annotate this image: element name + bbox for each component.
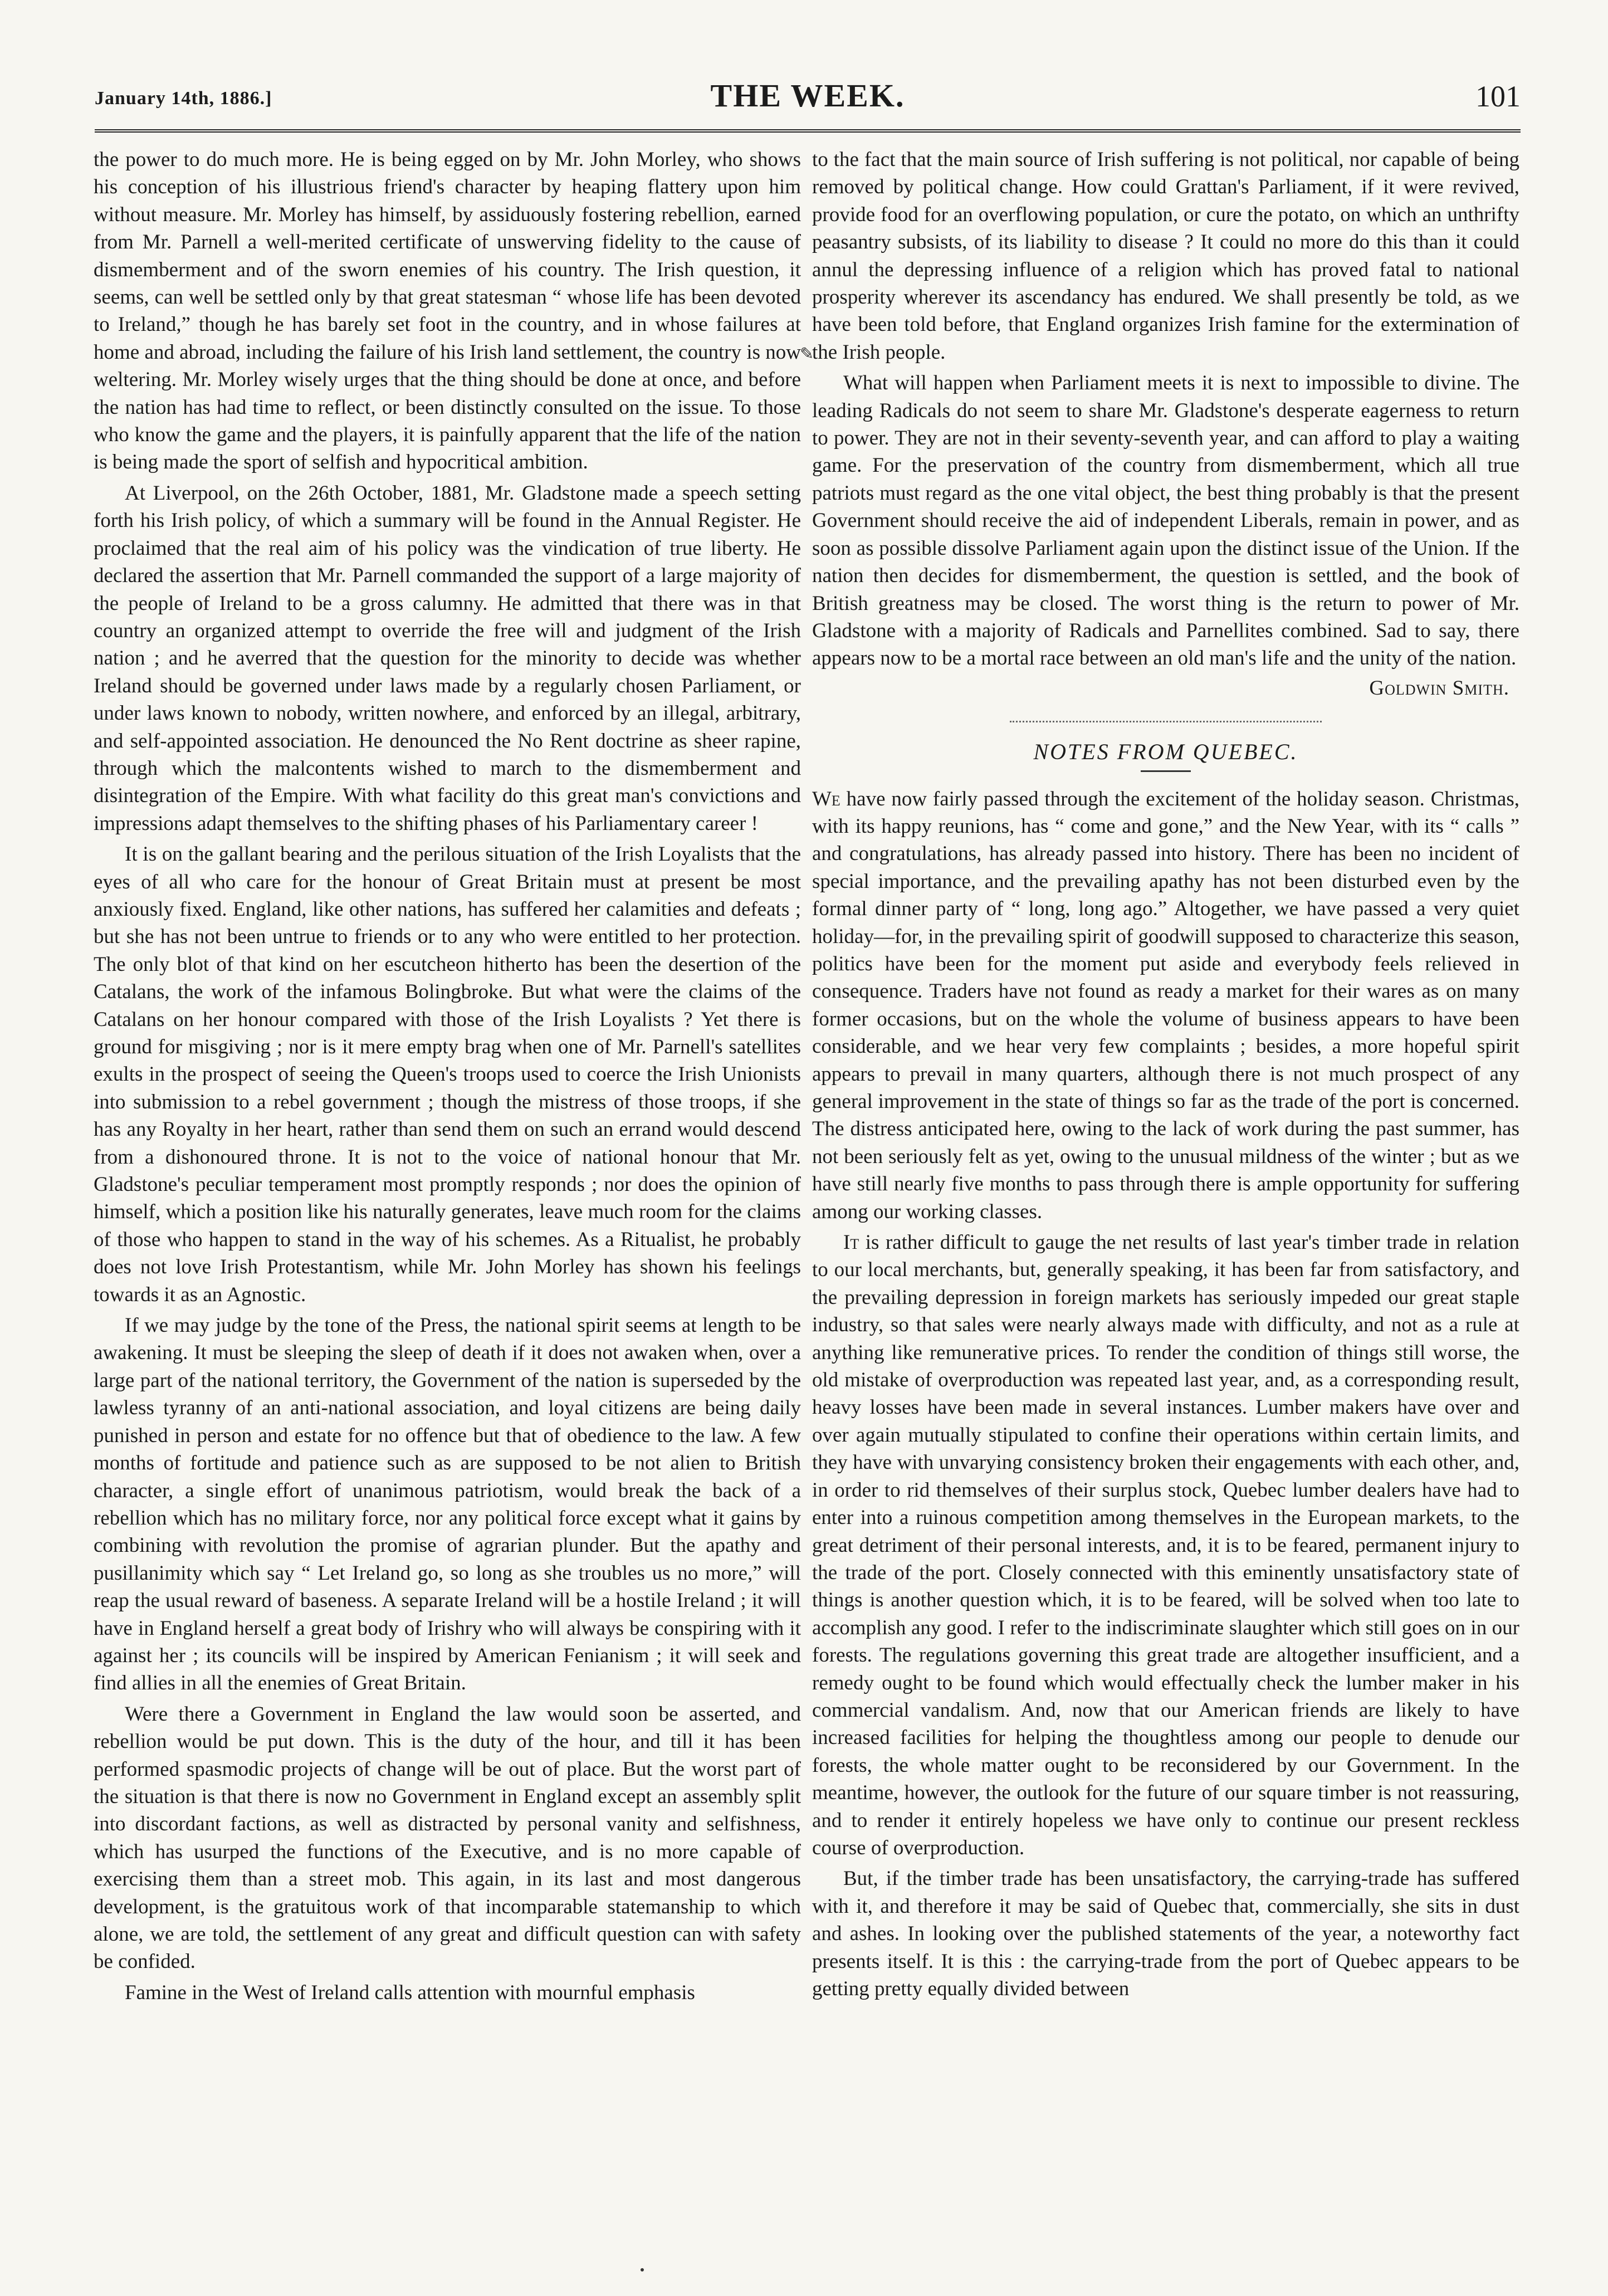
header-rule (95, 129, 1521, 133)
right-paragraph-2: What will happen when Parliament meets it is next to impossible to divine. The leading Radicals do not seem to share Mr. Gladstone's desperate eagerness to return to power. They are not in their seventy-seventh year, and can afford to play a waiting game. For the preservation of the country from dismemberment, which all true patriots must regard as the one vital object, the best thing probably is that the present Government should receive the aid of independent Liberals, remain in power, and as soon as possible dissolve Parliament again upon the distinct issue of the Union. If the nation then decides for dismemberment, the question is settled, and the book of British greatness may be closed. The worst thing is the return to power of Mr. Gladstone with a majority of Radicals and Parnellites combined. Sad to say, there appears now to be a mortal race between an old man's life and the unity of the nation. (812, 372, 1519, 670)
page-header (95, 77, 1521, 127)
left-column (94, 146, 801, 2006)
issue-date: January 14th, 1886.] (95, 88, 272, 109)
page-number: 101 (1475, 80, 1521, 113)
left-paragraph-5: Were there a Government in England the law would soon be asserted, and rebellion would be put down. This is the duty of the hour, and till it has been performed spasmodic projects of change will be out of place. But the worst part of the situation is that there is now no Government in England except an assembly split into discordant factions, as well as distracted by personal vanity and selfishness, which has usurped the functions of the Executive, and is no more capable of exercising them than a street mob. This again, in its last and most dangerous development, is the gratuitous work of that incomparable statemanship to which alone, we are told, the settlement of any great and difficult question can with safety be confided. (94, 1702, 801, 1973)
quebec-paragraph-1-text: have now fairly passed through the excitement of the holiday season. Christmas, with its happy reunions, has “ come and gone,” and the New Year, with its “ calls ” and congratulations, has already passed into history. There has been no incident of special importance, and the prevailing apathy has not been disturbed even by the formal dinner party of “ long, long ago.” Altogether, we have passed a very quiet holiday—for, in the prevailing spirit of goodwill supposed to characterize this season, politics have been for the moment put aside and everybody feels relieved in consequence. Traders have not found as ready a market for their wares as on many former occasions, but on the whole the volume of business appears to have been considerable, and we hear very few complaints ; besides, a more hopeful spirit appears to prevail in many quarters, although there is not much prospect of any general improvement in the state of things so far as the trade of the port is concerned. The distress anticipated here, owing to the lack of work during the past summer, has not been seriously felt as yet, owing to the unusual mildness of the winter ; but as we have still nearly five months to pass through there is ample opportunity for suffering among our working classes. (812, 787, 1519, 1223)
right-paragraph-1: to the fact that the main source of Irish suffering is not political, nor capable of being removed by political change. How could Grattan's Parliament, if it were revived, provide food for an overflowing population, or cure the potato, on which an unthrifty peasantry subsists, of its liability to disease ? It could no more do this than it could annul the depressing influence of a religion which has proved fatal to national prosperity wherever its ascendancy has endured. We shall presently be told, as we have been told before, that England organizes Irish famine for the extermination of the Irish people. (812, 148, 1519, 364)
author-signature: Goldwin Smith. (1369, 676, 1509, 700)
lead-word: We (812, 787, 840, 810)
quebec-paragraph-2-text: is rather difficult to gauge the net results of last year's timber trade in relation to our local merchants, but, generally speaking, it has been far from satisfactory, and the prevailing depression in foreign markets has seriously impeded our great staple industry, so that sales were nearly always made with difficulty, and not as a rule at anything like remunerative prices. To render the condition of things still worse, the old mistake of overproduction was repeated last year, and, as a corresponding result, heavy losses have been made in several instances. Lumber makers have over and over again mutually stipulated to confine their operations within certain limits, and they have with unvarying consistency broken their engagements with each other, and, in order to rid themselves of their surplus stock, Quebec lumber dealers have had to enter into a ruinous competition among themselves in the European markets, to the great detriment of their personal interests, and, it is to be feared, permanent injury to the trade of the port. Closely connected with this eminently unsatisfactory state of things is another question which, it is to be feared, will be solved when too late to accomplish any good. I refer to the indiscriminate slaughter which still goes on in our forests. The regulations governing this great trade are altogether insufficient, and a remedy ought to be found which would effectually check the lumber maker in his commercial vandalism. And, now that our American friends are likely to have increased facilities for helping the thoughtless among our people to denude our forests, the whole matter ought to be reconsidered by our Government. In the meantime, however, the outlook for the future of our square timber is not reassuring, and to render it entirely hopeless we have only to continue our present reckless course of overproduction. (812, 1231, 1519, 1859)
left-paragraph-1: the power to do much more. He is being egged on by Mr. John Morley, who shows his conception of his illustrious friend's character by heaping flattery upon him without measure. Mr. Morley has himself, by assiduously fostering rebellion, earned from Mr. Parnell a well-merited certificate of unswerving fidelity to the cause of dismemberment and of the sworn enemies of his country. The Irish question, it seems, can well be settled only by that great statesman “ whose life has been devoted to Ireland,” though he has barely set foot in the country, and in whose failures at home and abroad, including the failure of his Irish land settlement, the country is now weltering. Mr. Morley wisely urges that the thing should be done at once, and before the nation has had time to reflect, or been distinctly consulted on the issue. To those who know the game and the players, it is painfully apparent that the life of the nation is being made the sport of selfish and hypocritical ambition. (94, 148, 801, 474)
left-paragraph-2: At Liverpool, on the 26th October, 1881, Mr. Gladstone made a speech setting forth his Irish policy, of which a summary will be found in the Annual Register. He proclaimed that the real aim of his policy was the vindication of true liberty. He declared the assertion that Mr. Parnell commanded the support of a large majority of the people of Ireland to be a gross calumny. He admitted that there was in that country an organized attempt to override the free will and judgment of the Irish nation ; and he averred that the question for the minority to decide was whether Ireland should be governed under laws made by a regularly chosen Parliament, or under laws known to nobody, written nowhere, and enforced by an illegal, arbitrary, and self-appointed association. He denounced the No Rent doctrine as sheer rapine, through which the malcontents wished to march to the dismemberment and disintegration of the Empire. With what facility do this great man's convictions and impressions adapt themselves to the shifting phases of his Parliamentary career ! (94, 481, 801, 835)
footer-mark (641, 2268, 644, 2271)
left-paragraph-3: It is on the gallant bearing and the perilous situation of the Irish Loyalists that the eyes of all who care for the honour of Great Britain must at present be most anxiously fixed. England, like other nations, has suffered her calamities and defeats ; but she has not been untrue to friends or to any who were entitled to her protection. The only blot of that kind on her escutcheon hitherto has been the desertion of the Catalans, the work of the infamous Bolingbroke. But what were the claims of the Catalans on her honour compared with those of the Irish Loyalists ? Yet there is ground for misgiving ; nor is it mere empty brag when one of Mr. Parnell's satellites exults in the prospect of seeing the Queen's troops used to coerce the Irish Unionists into submission to a rebel government ; though the mistress of those troops, if she has any Royalty in her heart, rather than send them on such an errand would descend from a dishonoured throne. It is not to the voice of national honour that Mr. Gladstone's peculiar temperament most promptly responds ; nor does the opinion of himself, which a position like his naturally generates, leave much room for the claims of those who happen to stand in the way of his schemes. As a Ritualist, he probably does not love Irish Protestantism, while Mr. John Morley has shown his feelings towards it as an Agnostic. (94, 843, 801, 1306)
section-divider (1010, 721, 1322, 722)
left-paragraph-4: If we may judge by the tone of the Press, the national spirit seems at length to be awakening. It must be sleeping the sleep of death if it does not awaken when, over a large part of the national territory, the Government of the nation is superseded by the lawless tyranny of an anti-national association, and loyal citizens are being daily punished in person and estate for no offence but that of obedience to the law. A few months of fortitude and patience such as are supposed to be not alien to British character, a single effort of unanimous patriotism, would break the back of a rebellion which has no military force, nor any political force except what it gains by combining with revolution the promise of agrarian plunder. But the apathy and pusillanimity which say “ Let Ireland go, so long as she troubles us no more,” will reap the usual reward of baseness. A separate Ireland will be a hostile Ireland ; it will have in England herself a great body of Irishry who will always be conspiring with it against her ; its councils will be inspired by American Fenianism ; it will seek and find allies in all the enemies of Great Britain. (94, 1314, 801, 1695)
right-column (812, 146, 1519, 2002)
quebec-paragraph-3: But, if the timber trade has been unsatisfactory, the carrying-trade has suffered with it, and therefore it may be said of Quebec that, commercially, she sits in dust and ashes. In looking over the published statements of the year, a noteworthy fact presents itself. It is this : the carrying-trade from the port of Quebec appears to be getting pretty equally divided between (812, 1867, 1519, 2000)
margin-ink-mark: ✎ (800, 345, 814, 363)
quebec-paragraph-2 (812, 1229, 1519, 1862)
lead-word: It (843, 1231, 859, 1254)
section-title: NOTES FROM QUEBEC. (1033, 739, 1298, 765)
quebec-paragraph-1 (812, 785, 1519, 1226)
masthead-title: THE WEEK. (710, 77, 905, 114)
left-paragraph-6: Famine in the West of Ireland calls attention with mournful emphasis (125, 1981, 695, 2004)
title-rule (1141, 770, 1191, 772)
